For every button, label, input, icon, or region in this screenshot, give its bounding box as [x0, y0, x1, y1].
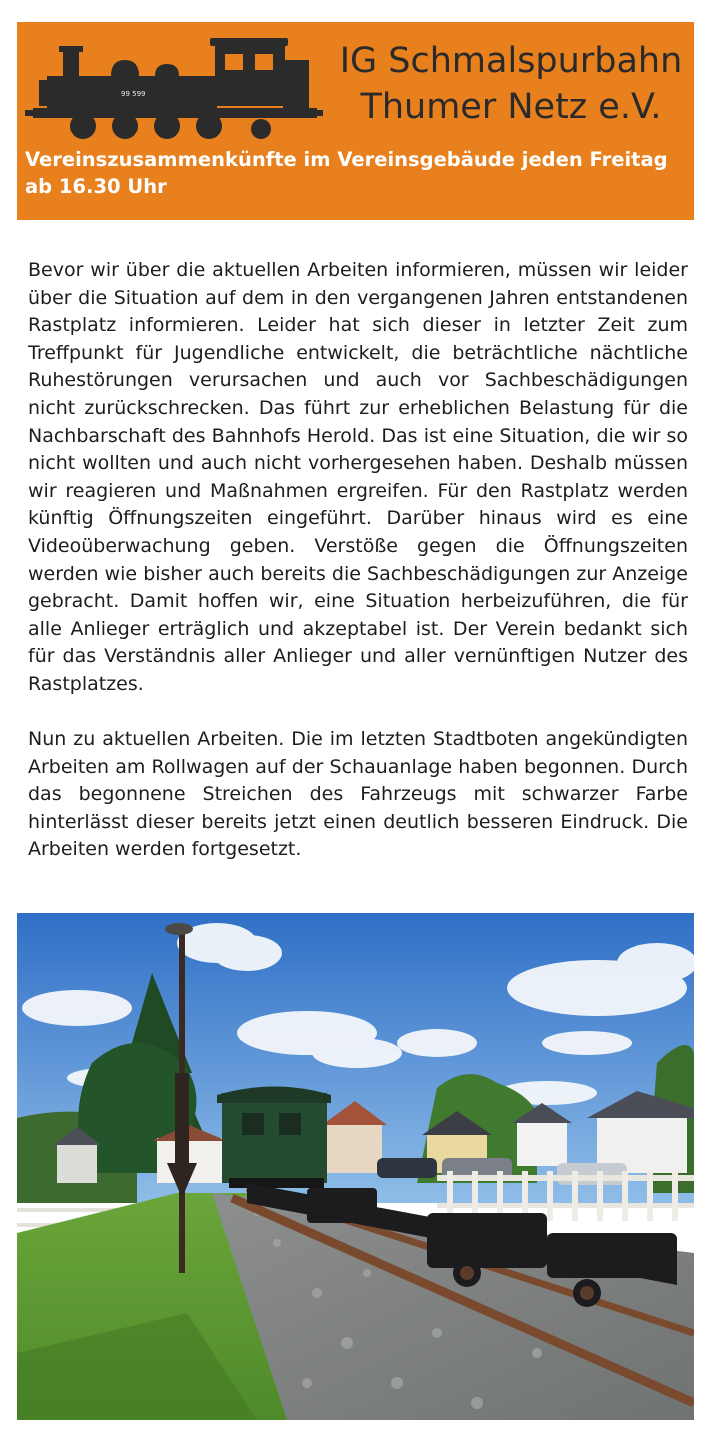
organization-name-line1: IG Schmalspurbahn — [339, 41, 683, 81]
meeting-info — [25, 146, 685, 200]
meeting-info-line1: Vereinszusammenkünfte im Vereinsgebäude jeden Freitag — [25, 148, 668, 171]
locomotive-silhouette-logo — [25, 30, 323, 142]
photo-illustration — [17, 913, 694, 1420]
article-body — [28, 257, 688, 864]
photo-rollwagen-schauanlage — [17, 913, 694, 1420]
header-banner — [17, 22, 694, 220]
organization-name — [335, 38, 687, 130]
meeting-info-line2: ab 16.30 Uhr — [25, 175, 167, 198]
loco-number-label: 99 599 — [121, 90, 146, 98]
organization-name-line2: Thumer Netz e.V. — [360, 87, 662, 127]
article-paragraph-rastplatz: Bevor wir über die aktuellen Arbeiten informieren, müssen wir leider über die Situation auf dem in den vergangenen Jahren entstandenen Rastplatz informieren. Leider hat sich dieser in letzter Zeit zum Treffpunkt für Jugendliche entwickelt, die beträchtliche nächtliche Ruhestörungen verursachen und auch vor Sachbeschädigungen nicht zurückschrecken. Das führt zur erheblichen Belastung für die Nachbarschaft des Bahnhofs Herold. Das ist eine Situation, die wir so nicht wollten und auch nicht vorhergesehen haben. Deshalb müssen wir reagieren und Maßnahmen ergreifen. Für den Rastplatz werden künftig Öffnungszeiten eingeführt. Darüber hinaus wird es eine Videoüberwachung geben. Verstöße gegen die Öffnungszeiten werden wie bisher auch bereits die Sachbeschädigungen zur Anzeige gebracht. Damit hoffen wir, eine Situation herbeizuführen, die für alle Anlieger erträglich und akzeptabel ist. Der Verein bedankt sich für das Verständnis aller Anlieger und aller vernünftigen Nutzer des Rastplatzes. — [28, 259, 688, 695]
article-paragraph-arbeiten: Nun zu aktuellen Arbeiten. Die im letzten Stadtboten angekündigten Arbeiten am Rollwagen auf der Schauanlage haben begonnen. Durch das begonnene Streichen des Fahrzeugs mit schwarzer Farbe hinterlässt dieser bereits jetzt einen deutlich besseren Eindruck. Die Arbeiten werden fortgesetzt. — [28, 728, 688, 861]
